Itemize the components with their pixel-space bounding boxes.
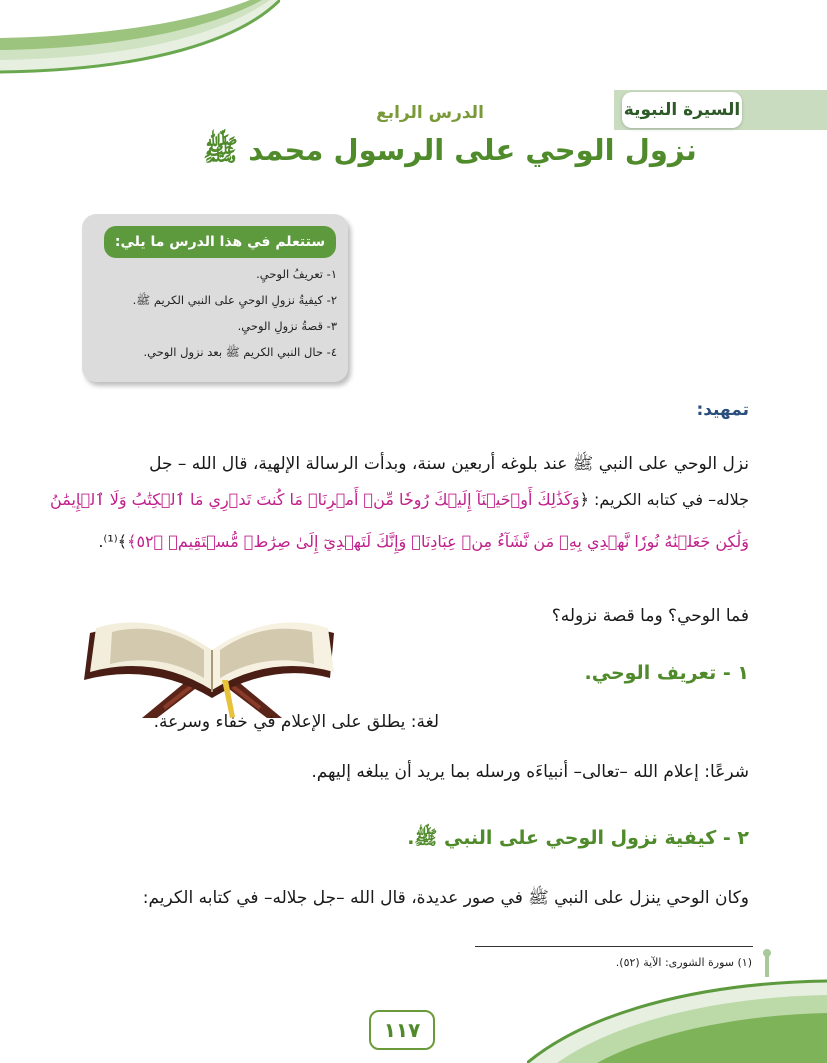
unit-label: السيرة النبوية — [622, 92, 742, 128]
footnote-divider — [475, 946, 753, 947]
lesson-title: نزول الوحي على الرسول محمد ﷺ — [203, 133, 697, 167]
intro-line-3 — [98, 532, 749, 551]
intro-question: فما الوحي؟ وما قصة نزوله؟ — [551, 606, 749, 626]
decorative-corner-top — [0, 0, 280, 90]
objective-item: ٢- كيفيةُ نزولِ الوحيِ على النبي الكريم ﷺ. — [132, 293, 337, 307]
quran-verse-part-2: وَلَٰكِن جَعَلۡنَٰهُ نُورٗا نَّهۡدِي بِهِۦ مَن نَّشَآءُ مِنۡ عِبَادِنَاۚ وَإِنَّكَ لَتَهۡدِيٓ إِلَىٰ صِرَٰطٖ مُّسۡتَقِيمٖ ﴿٥٢﴾ — [127, 532, 749, 551]
section-1-heading: ١ - تعريف الوحي. — [584, 662, 749, 684]
intro-heading: تمهيد: — [696, 400, 749, 420]
intro-line-2-prefix: جلاله– في كتابه الكريم: ﴿ — [579, 490, 749, 509]
objective-item: ٣- قصةُ نزولِ الوحيِ. — [237, 319, 337, 333]
intro-line-2 — [50, 490, 749, 509]
section-2-heading: ٢ - كيفية نزول الوحي على النبي ﷺ. — [407, 827, 749, 849]
quran-verse-part-1: وَكَذَٰلِكَ أَوۡحَيۡنَآ إِلَيۡكَ رُوحٗا مِّنۡ أَمۡرِنَاۚ مَا كُنتَ تَدۡرِي مَا ٱلۡكِتَٰبُ وَلَا ٱلۡإِيمَٰنُ — [50, 490, 580, 509]
page-number: ١١٧ — [369, 1010, 435, 1050]
objective-item: ٤- حال النبي الكريم ﷺ بعد نزول الوحي. — [143, 345, 337, 359]
section-2-line-1: وكان الوحي ينزل على النبي ﷺ في صور عديدة، قال الله –جل جلاله– في كتابه الكريم: — [142, 888, 749, 908]
quran-on-stand-image — [72, 598, 342, 723]
lesson-number: الدرس الرابع — [376, 103, 484, 123]
objective-item: ١- تعريفُ الوحيِ. — [256, 267, 337, 281]
objectives-heading: ستتعلم في هذا الدرس ما يلي: — [104, 226, 336, 258]
intro-line-1: نزل الوحي على النبي ﷺ عند بلوغه أربعين سنة، وبدأت الرسالة الإلهية، قال الله – جل — [149, 454, 749, 474]
definition-technical: شرعًا: إعلام الله –تعالى– أنبياءَه ورسله بما يريد أن يبلغه إليهم. — [311, 762, 749, 782]
intro-line-3-suffix: ﴾⁽¹⁾. — [98, 532, 128, 551]
footnote: (١) سورة الشورى: الآية (٥٢). — [615, 956, 752, 969]
definition-linguistic: لغة: يطلق على الإعلام في خفاء وسرعة. — [153, 712, 439, 732]
